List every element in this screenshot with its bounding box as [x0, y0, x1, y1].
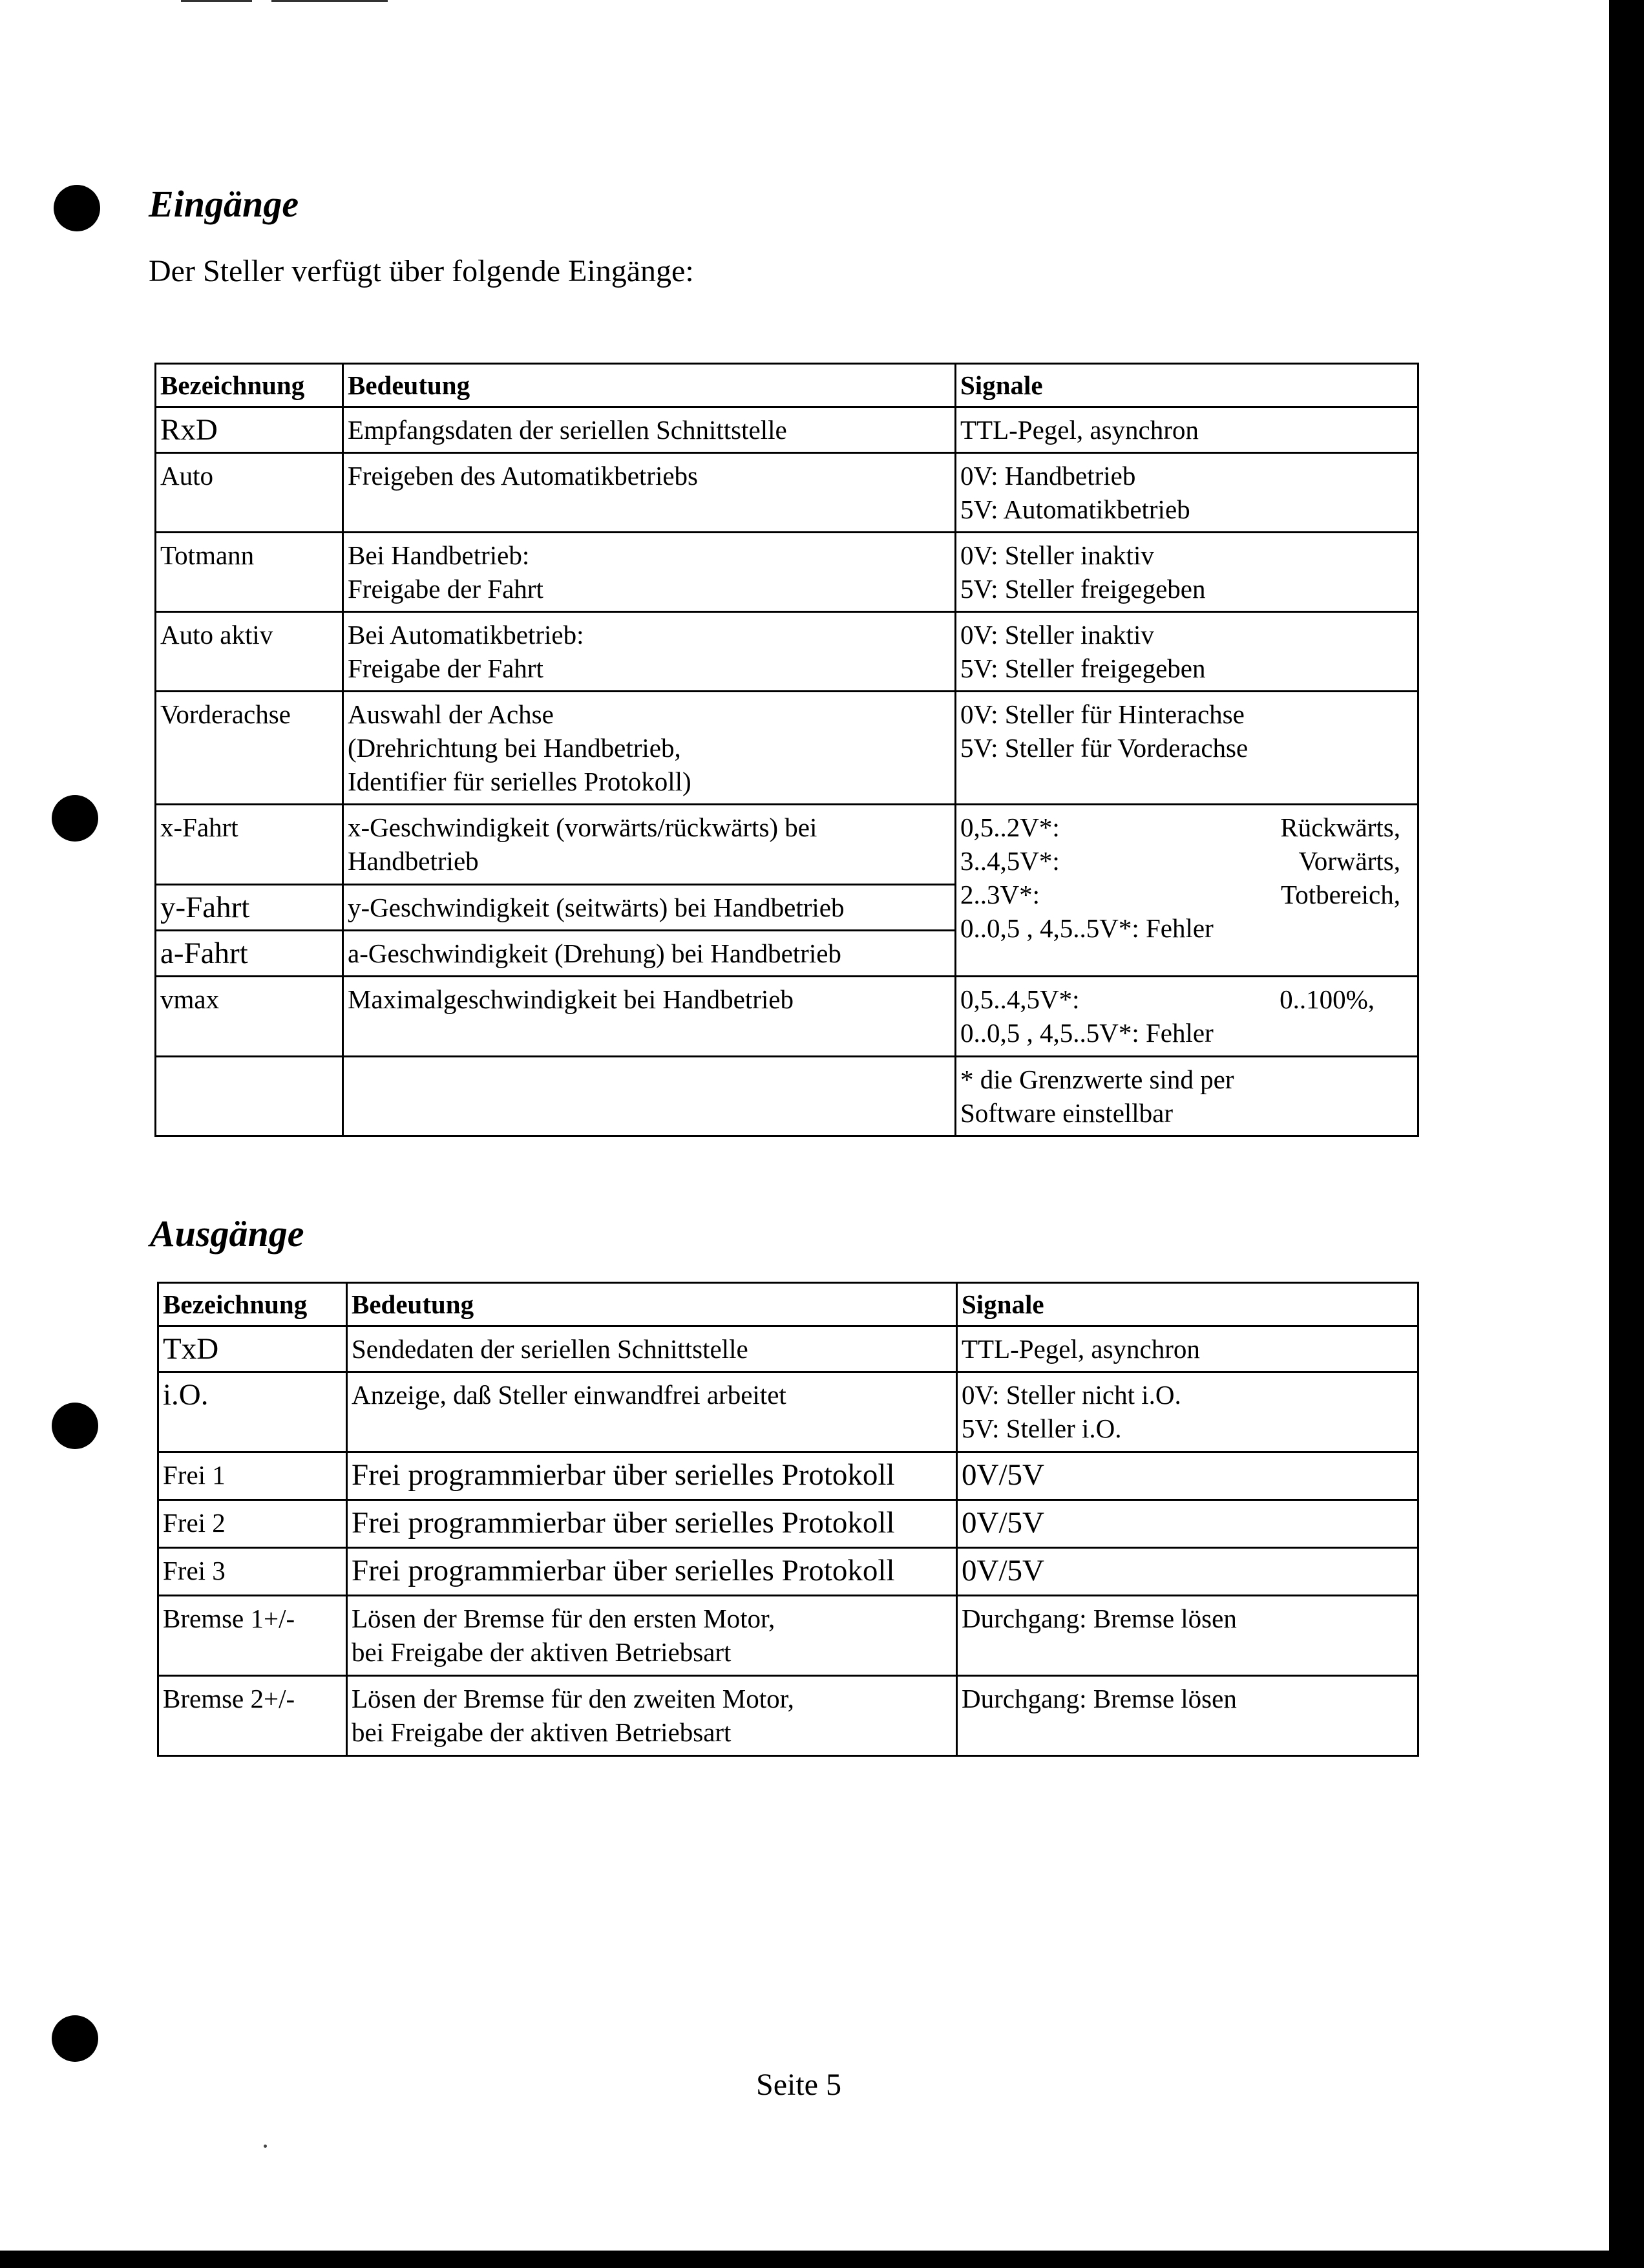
signal-label: Totbereich, — [1281, 880, 1400, 909]
scan-mark — [271, 0, 388, 2]
column-header-signal: Signale — [957, 1283, 1418, 1326]
signal-error: 0..0,5 , 4,5..5V*: Fehler — [960, 1018, 1214, 1048]
cell-name: Bremse 1+/- — [158, 1596, 347, 1676]
table-row — [156, 407, 1418, 453]
cell-meaning: a-Geschwindigkeit (Drehung) bei Handbetrieb — [343, 931, 956, 977]
punch-hole — [54, 185, 100, 231]
outputs-table — [157, 1282, 1419, 1757]
table-header-row — [158, 1283, 1418, 1326]
cell-signal: TTL-Pegel, asynchron — [957, 1326, 1418, 1372]
cell-name: vmax — [156, 977, 343, 1057]
signal-error: 0..0,5 , 4,5..5V*: Fehler — [960, 913, 1214, 943]
column-header-meaning: Bedeutung — [343, 364, 956, 407]
inputs-intro: Der Steller verfügt über folgende Eingänge: — [149, 254, 694, 288]
cell-signal — [956, 977, 1418, 1057]
column-header-meaning: Bedeutung — [347, 1283, 957, 1326]
signal-range: 2..3V*: — [960, 880, 1040, 909]
cell-meaning: x-Geschwindigkeit (vorwärts/rückwärts) bei Handbetrieb — [343, 805, 956, 885]
inputs-table — [154, 363, 1419, 1137]
cell-meaning: Bei Handbetrieb: Freigabe der Fahrt — [343, 533, 956, 612]
page-number: Seite 5 — [756, 2068, 841, 2102]
cell-signal-fahrt — [956, 805, 1418, 977]
table-row — [156, 692, 1418, 805]
cell-name: Auto — [156, 453, 343, 533]
cell-meaning: Auswahl der Achse (Drehrichtung bei Handbetrieb, Identifier für serielles Protokoll) — [343, 692, 956, 805]
table-row — [158, 1500, 1418, 1548]
cell-name: Auto aktiv — [156, 612, 343, 692]
cell-signal: TTL-Pegel, asynchron — [956, 407, 1418, 453]
cell-meaning: Maximalgeschwindigkeit bei Handbetrieb — [343, 977, 956, 1057]
cell-meaning: y-Geschwindigkeit (seitwärts) bei Handbetrieb — [343, 885, 956, 931]
signal-line — [960, 878, 1413, 911]
cell-signal: 0V: Steller nicht i.O. 5V: Steller i.O. — [957, 1372, 1418, 1452]
column-header-name: Bezeichnung — [158, 1283, 347, 1326]
table-row — [156, 977, 1418, 1057]
cell-meaning: Frei programmierbar über serielles Protokoll — [347, 1452, 957, 1500]
table-row — [158, 1372, 1418, 1452]
scan-edge-bottom — [0, 2251, 1644, 2268]
cell-meaning: Lösen der Bremse für den zweiten Motor, bei Freigabe der aktiven Betriebsart — [347, 1676, 957, 1756]
cell-signal: 0V/5V — [957, 1452, 1418, 1500]
cell-meaning: Sendedaten der seriellen Schnittstelle — [347, 1326, 957, 1372]
table-row — [158, 1548, 1418, 1596]
table-row — [156, 533, 1418, 612]
table-row — [156, 453, 1418, 533]
signal-label: Rückwärts, — [1280, 812, 1400, 842]
signal-line — [960, 811, 1413, 844]
punch-hole — [52, 1403, 98, 1449]
cell-signal: 0V: Handbetrieb 5V: Automatikbetrieb — [956, 453, 1418, 533]
cell-meaning: Freigeben des Automatikbetriebs — [343, 453, 956, 533]
table-row — [156, 1057, 1418, 1136]
outputs-heading: Ausgänge — [150, 1213, 304, 1255]
cell-signal: 0V/5V — [957, 1548, 1418, 1596]
cell-meaning: Frei programmierbar über serielles Protokoll — [347, 1548, 957, 1596]
cell-footnote: * die Grenzwerte sind per Software einstellbar — [956, 1057, 1418, 1136]
scan-speck — [264, 2145, 267, 2148]
cell-empty — [343, 1057, 956, 1136]
table-row — [158, 1596, 1418, 1676]
cell-meaning: Lösen der Bremse für den ersten Motor, bei Freigabe der aktiven Betriebsart — [347, 1596, 957, 1676]
cell-name: x-Fahrt — [156, 805, 343, 885]
signal-label: Vorwärts, — [1298, 846, 1400, 876]
cell-meaning: Frei programmierbar über serielles Protokoll — [347, 1500, 957, 1548]
signal-range: 3..4,5V*: — [960, 846, 1060, 876]
cell-meaning: Anzeige, daß Steller einwandfrei arbeitet — [347, 1372, 957, 1452]
signal-range: 0,5..2V*: — [960, 812, 1060, 842]
signal-line — [960, 982, 1413, 1016]
punch-hole — [52, 2015, 98, 2062]
table-row — [158, 1326, 1418, 1372]
cell-name: TxD — [158, 1326, 347, 1372]
cell-name: Frei 1 — [158, 1452, 347, 1500]
cell-name: RxD — [156, 407, 343, 453]
signal-line — [960, 844, 1413, 878]
signal-label: 0..100%, — [1280, 984, 1375, 1014]
column-header-name: Bezeichnung — [156, 364, 343, 407]
cell-signal: 0V: Steller für Hinterachse 5V: Steller für Vorderachse — [956, 692, 1418, 805]
table-header-row — [156, 364, 1418, 407]
table-row — [156, 805, 1418, 885]
cell-name: a-Fahrt — [156, 931, 343, 977]
inputs-heading: Eingänge — [149, 183, 299, 225]
cell-name: y-Fahrt — [156, 885, 343, 931]
signal-range: 0,5..4,5V*: — [960, 984, 1080, 1014]
cell-name: i.O. — [158, 1372, 347, 1452]
cell-meaning: Empfangsdaten der seriellen Schnittstelle — [343, 407, 956, 453]
cell-signal: 0V: Steller inaktiv 5V: Steller freigegeben — [956, 612, 1418, 692]
table-row — [158, 1676, 1418, 1756]
cell-name: Bremse 2+/- — [158, 1676, 347, 1756]
cell-signal: 0V: Steller inaktiv 5V: Steller freigegeben — [956, 533, 1418, 612]
table-row — [156, 612, 1418, 692]
cell-name: Totmann — [156, 533, 343, 612]
cell-empty — [156, 1057, 343, 1136]
cell-signal: Durchgang: Bremse lösen — [957, 1676, 1418, 1756]
column-header-signal: Signale — [956, 364, 1418, 407]
cell-signal: Durchgang: Bremse lösen — [957, 1596, 1418, 1676]
cell-name: Frei 2 — [158, 1500, 347, 1548]
table-row — [158, 1452, 1418, 1500]
scan-mark — [181, 0, 252, 2]
cell-name: Frei 3 — [158, 1548, 347, 1596]
punch-hole — [52, 795, 98, 842]
cell-signal: 0V/5V — [957, 1500, 1418, 1548]
scan-edge-right — [1609, 0, 1644, 2268]
cell-name: Vorderachse — [156, 692, 343, 805]
cell-meaning: Bei Automatikbetrieb: Freigabe der Fahrt — [343, 612, 956, 692]
